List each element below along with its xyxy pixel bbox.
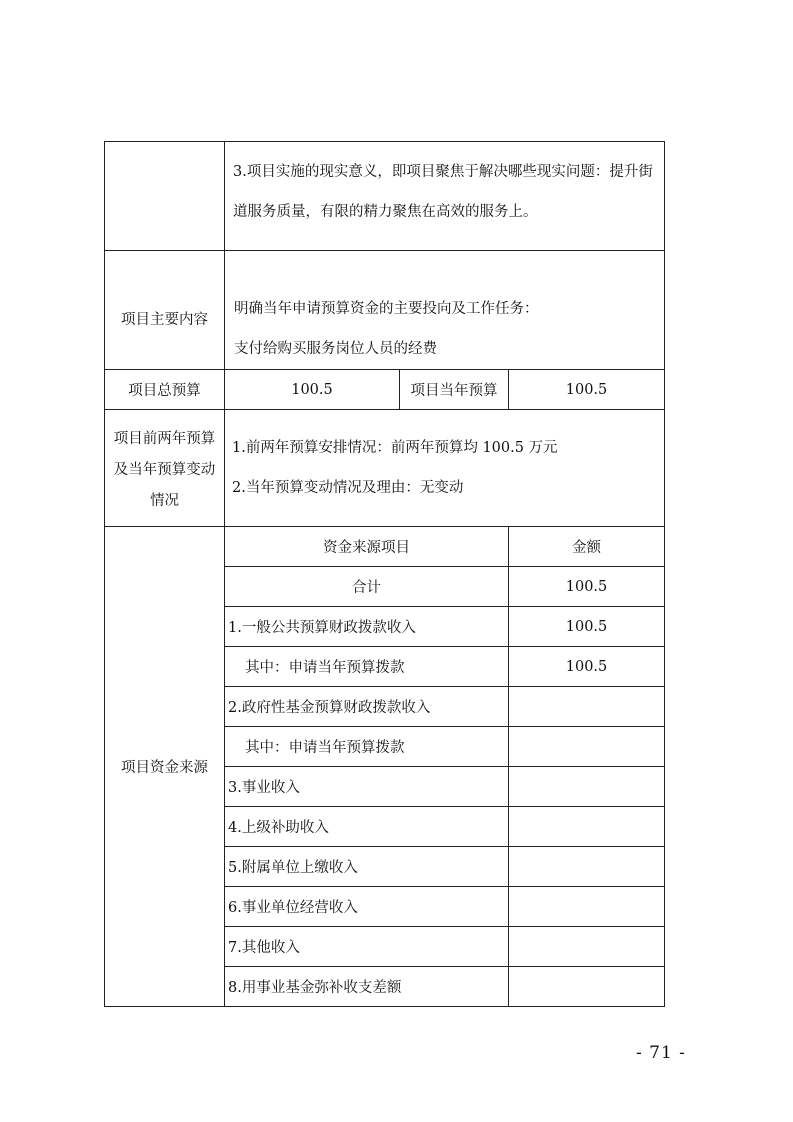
main-content-line2: 支付给购买服务岗位人员的经费 bbox=[234, 341, 437, 357]
page-number: - 71 - bbox=[636, 1043, 686, 1063]
budget-row bbox=[105, 370, 665, 410]
main-content-label: 项目主要内容 bbox=[105, 251, 225, 370]
main-content-line1: 明确当年申请预算资金的主要投向及工作任务： bbox=[234, 301, 539, 317]
funding-row-amount bbox=[509, 887, 665, 927]
funding-row-item: 5.附属单位上缴收入 bbox=[225, 847, 509, 887]
prev-budget-label-line2: 及当年预算变动 bbox=[113, 461, 216, 478]
significance-text: 3.项目实施的现实意义，即项目聚焦于解决哪些现实问题：提升街道服务质量，有限的精力聚焦在高效的服务上。 bbox=[233, 164, 653, 220]
funding-row-amount: 100.5 bbox=[509, 607, 665, 647]
funding-row-item: 8.用事业基金弥补收支差额 bbox=[225, 967, 509, 1007]
funding-row-amount bbox=[509, 687, 665, 727]
prev-budget-item2: 2.当年预算变动情况及理由：无变动 bbox=[232, 480, 464, 496]
project-budget-table bbox=[104, 141, 665, 1007]
main-content-cell bbox=[225, 251, 665, 370]
funding-header-item: 资金来源项目 bbox=[225, 527, 509, 567]
significance-row bbox=[105, 142, 665, 251]
prev-budget-label bbox=[105, 410, 225, 527]
funding-row-amount bbox=[509, 967, 665, 1007]
prev-budget-content bbox=[225, 410, 665, 527]
prev-budget-row bbox=[105, 410, 665, 527]
prev-budget-label-line1: 项目前两年预算 bbox=[113, 430, 216, 447]
funding-row-item: 7.其他收入 bbox=[225, 927, 509, 967]
prev-budget-label-line3: 情况 bbox=[150, 492, 179, 509]
funding-source-label: 项目资金来源 bbox=[105, 527, 225, 1007]
main-content-row bbox=[105, 251, 665, 370]
funding-row-item: 3.事业收入 bbox=[225, 767, 509, 807]
funding-row-item: 2.政府性基金预算财政拨款收入 bbox=[225, 687, 509, 727]
funding-row-amount: 100.5 bbox=[509, 567, 665, 607]
funding-row-item: 其中：申请当年预算拨款 bbox=[225, 727, 509, 767]
funding-row-amount bbox=[509, 767, 665, 807]
funding-header-row bbox=[105, 527, 665, 567]
significance-label-cell bbox=[105, 142, 225, 251]
funding-row-amount bbox=[509, 847, 665, 887]
prev-budget-item1: 1.前两年预算安排情况：前两年预算均 100.5 万元 bbox=[232, 440, 558, 456]
current-budget-label: 项目当年预算 bbox=[400, 370, 509, 410]
significance-content-cell bbox=[225, 142, 665, 251]
current-budget-value: 100.5 bbox=[509, 370, 665, 410]
funding-row-item: 6.事业单位经营收入 bbox=[225, 887, 509, 927]
funding-row-item: 1.一般公共预算财政拨款收入 bbox=[225, 607, 509, 647]
total-budget-label: 项目总预算 bbox=[105, 370, 225, 410]
funding-row-item: 合计 bbox=[225, 567, 509, 607]
funding-row-amount bbox=[509, 927, 665, 967]
funding-row-item: 4.上级补助收入 bbox=[225, 807, 509, 847]
total-budget-value: 100.5 bbox=[225, 370, 400, 410]
funding-header-amount: 金额 bbox=[509, 527, 665, 567]
funding-row-item: 其中：申请当年预算拨款 bbox=[225, 647, 509, 687]
funding-row-amount bbox=[509, 727, 665, 767]
funding-row-amount bbox=[509, 807, 665, 847]
funding-row-amount: 100.5 bbox=[509, 647, 665, 687]
